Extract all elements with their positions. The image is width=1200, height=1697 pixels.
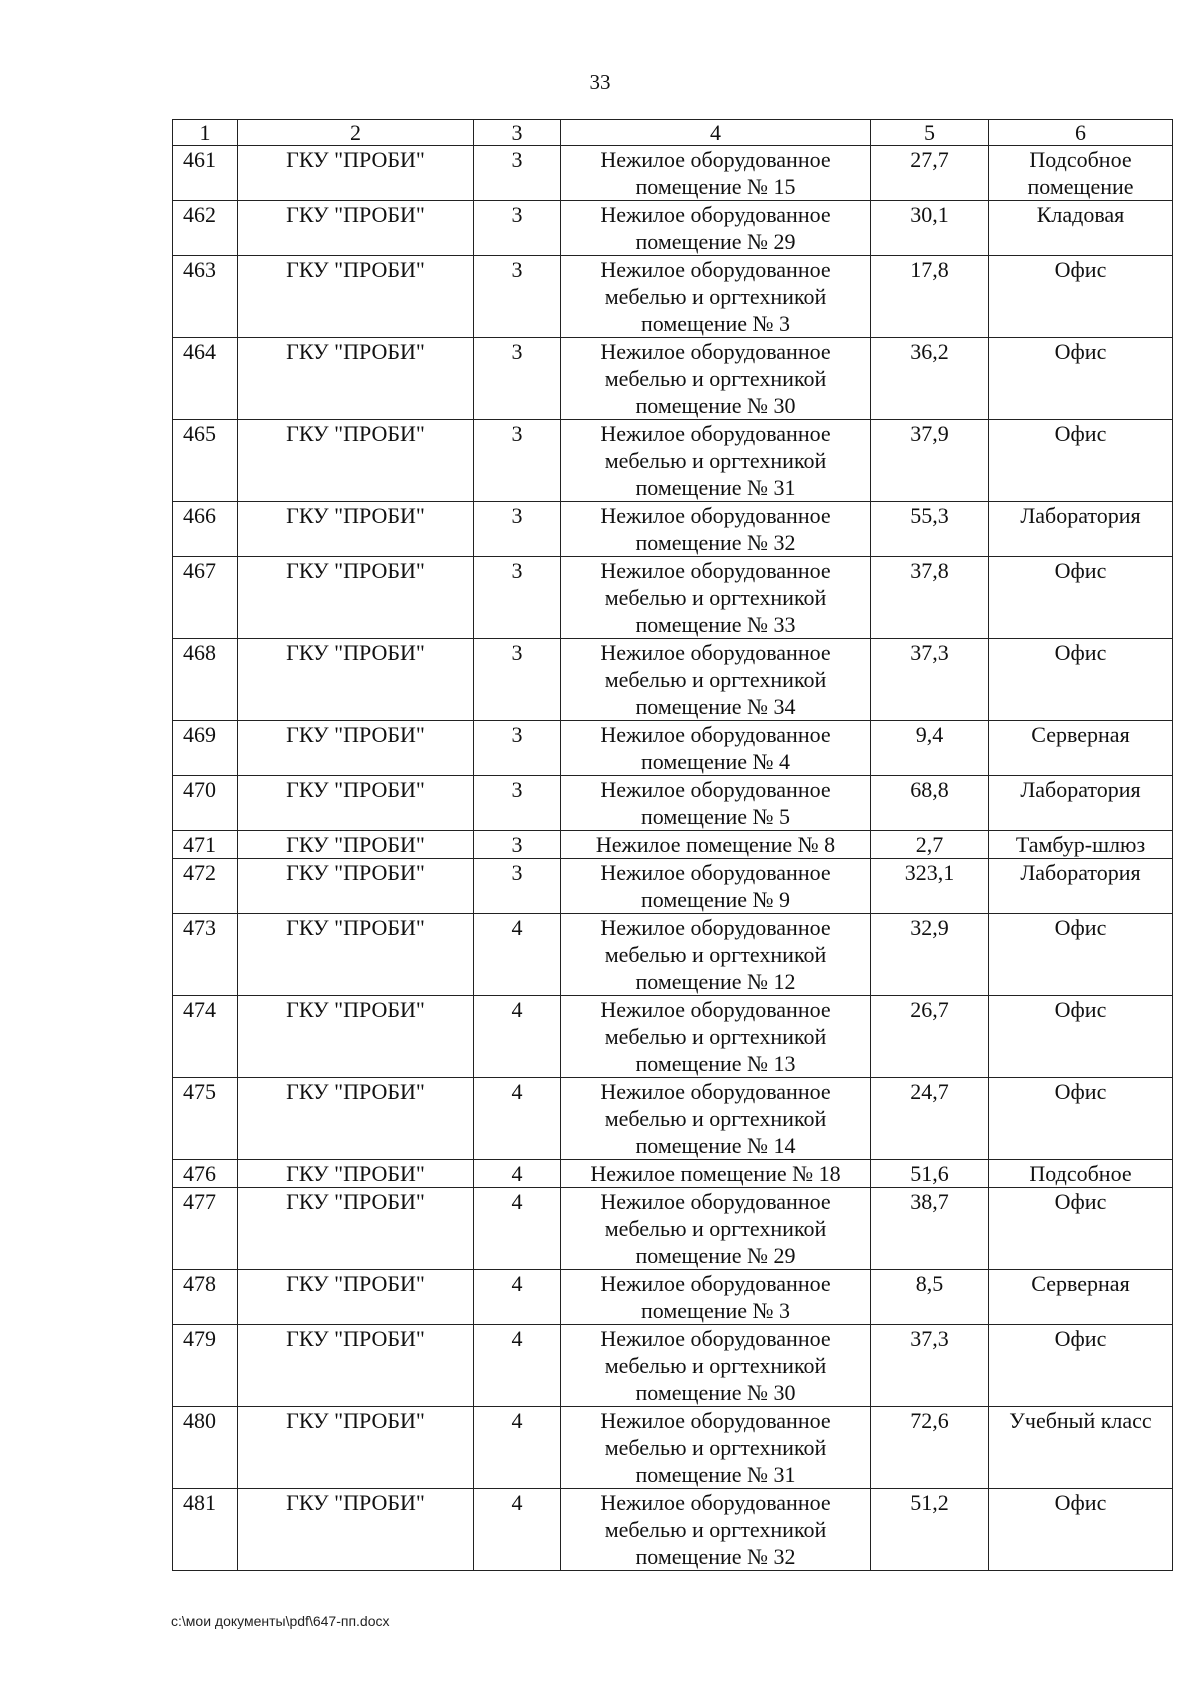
area-cell: 38,7 <box>871 1188 989 1270</box>
page-number: 33 <box>589 70 611 94</box>
area-cell: 72,6 <box>871 1407 989 1489</box>
purpose-cell: Офис <box>989 914 1173 996</box>
floor-cell: 4 <box>474 1078 561 1160</box>
row-number-cell: 461 <box>173 146 238 201</box>
premises-description-cell: Нежилое оборудованное помещение № 32 <box>561 502 871 557</box>
row-number-cell: 464 <box>173 338 238 420</box>
premises-description-cell: Нежилое оборудованное мебелью и оргтехникой помещение № 14 <box>561 1078 871 1160</box>
organization-cell: ГКУ "ПРОБИ" <box>238 1407 474 1489</box>
purpose-cell: Лаборатория <box>989 859 1173 914</box>
premises-description-cell: Нежилое помещение № 18 <box>561 1160 871 1188</box>
header-cell: 2 <box>238 120 474 146</box>
area-cell: 323,1 <box>871 859 989 914</box>
floor-cell: 3 <box>474 831 561 859</box>
premises-description-cell: Нежилое оборудованное помещение № 3 <box>561 1270 871 1325</box>
premises-description-cell: Нежилое оборудованное помещение № 9 <box>561 859 871 914</box>
table-row <box>173 338 1173 420</box>
floor-cell: 4 <box>474 1325 561 1407</box>
premises-description-cell: Нежилое оборудованное помещение № 5 <box>561 776 871 831</box>
table-row <box>173 859 1173 914</box>
header-cell: 5 <box>871 120 989 146</box>
header-cell: 4 <box>561 120 871 146</box>
row-number-cell: 474 <box>173 996 238 1078</box>
row-number-cell: 468 <box>173 639 238 721</box>
purpose-cell: Офис <box>989 1188 1173 1270</box>
row-number-cell: 473 <box>173 914 238 996</box>
table-row <box>173 996 1173 1078</box>
table-row <box>173 1270 1173 1325</box>
area-cell: 30,1 <box>871 201 989 256</box>
area-cell: 37,8 <box>871 557 989 639</box>
purpose-cell: Подсобное помещение <box>989 146 1173 201</box>
organization-cell: ГКУ "ПРОБИ" <box>238 1325 474 1407</box>
premises-description-cell: Нежилое оборудованное помещение № 4 <box>561 721 871 776</box>
area-cell: 37,9 <box>871 420 989 502</box>
row-number-cell: 465 <box>173 420 238 502</box>
premises-description-cell: Нежилое оборудованное мебелью и оргтехникой помещение № 31 <box>561 1407 871 1489</box>
area-cell: 2,7 <box>871 831 989 859</box>
purpose-cell: Серверная <box>989 721 1173 776</box>
purpose-cell: Кладовая <box>989 201 1173 256</box>
table-row <box>173 1489 1173 1571</box>
floor-cell: 3 <box>474 256 561 338</box>
table-row <box>173 420 1173 502</box>
premises-description-cell: Нежилое оборудованное помещение № 29 <box>561 201 871 256</box>
floor-cell: 3 <box>474 201 561 256</box>
floor-cell: 3 <box>474 338 561 420</box>
floor-cell: 4 <box>474 996 561 1078</box>
purpose-cell: Офис <box>989 1325 1173 1407</box>
purpose-cell: Лаборатория <box>989 502 1173 557</box>
table-row <box>173 146 1173 201</box>
floor-cell: 3 <box>474 502 561 557</box>
row-number-cell: 477 <box>173 1188 238 1270</box>
floor-cell: 4 <box>474 1407 561 1489</box>
floor-cell: 3 <box>474 639 561 721</box>
table-row <box>173 502 1173 557</box>
purpose-cell: Офис <box>989 1489 1173 1571</box>
purpose-cell: Офис <box>989 1078 1173 1160</box>
organization-cell: ГКУ "ПРОБИ" <box>238 1489 474 1571</box>
row-number-cell: 467 <box>173 557 238 639</box>
floor-cell: 3 <box>474 721 561 776</box>
organization-cell: ГКУ "ПРОБИ" <box>238 256 474 338</box>
area-cell: 17,8 <box>871 256 989 338</box>
area-cell: 36,2 <box>871 338 989 420</box>
organization-cell: ГКУ "ПРОБИ" <box>238 201 474 256</box>
organization-cell: ГКУ "ПРОБИ" <box>238 639 474 721</box>
premises-description-cell: Нежилое оборудованное мебелью и оргтехникой помещение № 29 <box>561 1188 871 1270</box>
area-cell: 51,2 <box>871 1489 989 1571</box>
premises-description-cell: Нежилое оборудованное помещение № 15 <box>561 146 871 201</box>
purpose-cell: Подсобное <box>989 1160 1173 1188</box>
premises-description-cell: Нежилое оборудованное мебелью и оргтехникой помещение № 34 <box>561 639 871 721</box>
purpose-cell: Серверная <box>989 1270 1173 1325</box>
area-cell: 37,3 <box>871 639 989 721</box>
row-number-cell: 462 <box>173 201 238 256</box>
organization-cell: ГКУ "ПРОБИ" <box>238 831 474 859</box>
premises-description-cell: Нежилое оборудованное мебелью и оргтехникой помещение № 3 <box>561 256 871 338</box>
area-cell: 32,9 <box>871 914 989 996</box>
table-row <box>173 776 1173 831</box>
organization-cell: ГКУ "ПРОБИ" <box>238 914 474 996</box>
organization-cell: ГКУ "ПРОБИ" <box>238 776 474 831</box>
row-number-cell: 471 <box>173 831 238 859</box>
organization-cell: ГКУ "ПРОБИ" <box>238 721 474 776</box>
floor-cell: 3 <box>474 146 561 201</box>
row-number-cell: 478 <box>173 1270 238 1325</box>
row-number-cell: 475 <box>173 1078 238 1160</box>
floor-cell: 4 <box>474 914 561 996</box>
table-row <box>173 256 1173 338</box>
premises-table <box>172 119 1173 1571</box>
row-number-cell: 466 <box>173 502 238 557</box>
floor-cell: 4 <box>474 1270 561 1325</box>
purpose-cell: Лаборатория <box>989 776 1173 831</box>
premises-description-cell: Нежилое оборудованное мебелью и оргтехникой помещение № 31 <box>561 420 871 502</box>
premises-description-cell: Нежилое оборудованное мебелью и оргтехникой помещение № 32 <box>561 1489 871 1571</box>
floor-cell: 3 <box>474 557 561 639</box>
purpose-cell: Офис <box>989 639 1173 721</box>
purpose-cell: Офис <box>989 557 1173 639</box>
row-number-cell: 480 <box>173 1407 238 1489</box>
premises-description-cell: Нежилое оборудованное мебелью и оргтехникой помещение № 12 <box>561 914 871 996</box>
premises-description-cell: Нежилое оборудованное мебелью и оргтехникой помещение № 30 <box>561 1325 871 1407</box>
table-row <box>173 1188 1173 1270</box>
row-number-cell: 470 <box>173 776 238 831</box>
footer-file-path: c:\мои документы\pdf\647-пп.docx <box>171 1613 390 1629</box>
header-cell: 1 <box>173 120 238 146</box>
purpose-cell: Офис <box>989 420 1173 502</box>
organization-cell: ГКУ "ПРОБИ" <box>238 1270 474 1325</box>
area-cell: 26,7 <box>871 996 989 1078</box>
organization-cell: ГКУ "ПРОБИ" <box>238 338 474 420</box>
purpose-cell: Офис <box>989 256 1173 338</box>
header-cell: 6 <box>989 120 1173 146</box>
area-cell: 55,3 <box>871 502 989 557</box>
organization-cell: ГКУ "ПРОБИ" <box>238 146 474 201</box>
floor-cell: 3 <box>474 776 561 831</box>
row-number-cell: 479 <box>173 1325 238 1407</box>
table-row <box>173 639 1173 721</box>
organization-cell: ГКУ "ПРОБИ" <box>238 557 474 639</box>
table-row <box>173 1078 1173 1160</box>
row-number-cell: 463 <box>173 256 238 338</box>
floor-cell: 4 <box>474 1489 561 1571</box>
area-cell: 8,5 <box>871 1270 989 1325</box>
table-row <box>173 1325 1173 1407</box>
organization-cell: ГКУ "ПРОБИ" <box>238 1160 474 1188</box>
area-cell: 24,7 <box>871 1078 989 1160</box>
area-cell: 37,3 <box>871 1325 989 1407</box>
table-row <box>173 831 1173 859</box>
floor-cell: 4 <box>474 1188 561 1270</box>
table-row <box>173 1160 1173 1188</box>
premises-description-cell: Нежилое оборудованное мебелью и оргтехникой помещение № 30 <box>561 338 871 420</box>
table-row <box>173 557 1173 639</box>
purpose-cell: Тамбур-шлюз <box>989 831 1173 859</box>
row-number-cell: 476 <box>173 1160 238 1188</box>
organization-cell: ГКУ "ПРОБИ" <box>238 859 474 914</box>
organization-cell: ГКУ "ПРОБИ" <box>238 502 474 557</box>
floor-cell: 4 <box>474 1160 561 1188</box>
purpose-cell: Офис <box>989 996 1173 1078</box>
area-cell: 27,7 <box>871 146 989 201</box>
table-row <box>173 721 1173 776</box>
organization-cell: ГКУ "ПРОБИ" <box>238 1188 474 1270</box>
table-header-row <box>173 120 1173 146</box>
row-number-cell: 469 <box>173 721 238 776</box>
premises-description-cell: Нежилое оборудованное мебелью и оргтехникой помещение № 13 <box>561 996 871 1078</box>
premises-description-cell: Нежилое помещение № 8 <box>561 831 871 859</box>
area-cell: 68,8 <box>871 776 989 831</box>
table-row <box>173 914 1173 996</box>
organization-cell: ГКУ "ПРОБИ" <box>238 1078 474 1160</box>
row-number-cell: 481 <box>173 1489 238 1571</box>
table-row <box>173 1407 1173 1489</box>
organization-cell: ГКУ "ПРОБИ" <box>238 420 474 502</box>
purpose-cell: Учебный класс <box>989 1407 1173 1489</box>
header-cell: 3 <box>474 120 561 146</box>
area-cell: 51,6 <box>871 1160 989 1188</box>
floor-cell: 3 <box>474 859 561 914</box>
floor-cell: 3 <box>474 420 561 502</box>
table-row <box>173 201 1173 256</box>
row-number-cell: 472 <box>173 859 238 914</box>
area-cell: 9,4 <box>871 721 989 776</box>
purpose-cell: Офис <box>989 338 1173 420</box>
organization-cell: ГКУ "ПРОБИ" <box>238 996 474 1078</box>
premises-description-cell: Нежилое оборудованное мебелью и оргтехникой помещение № 33 <box>561 557 871 639</box>
